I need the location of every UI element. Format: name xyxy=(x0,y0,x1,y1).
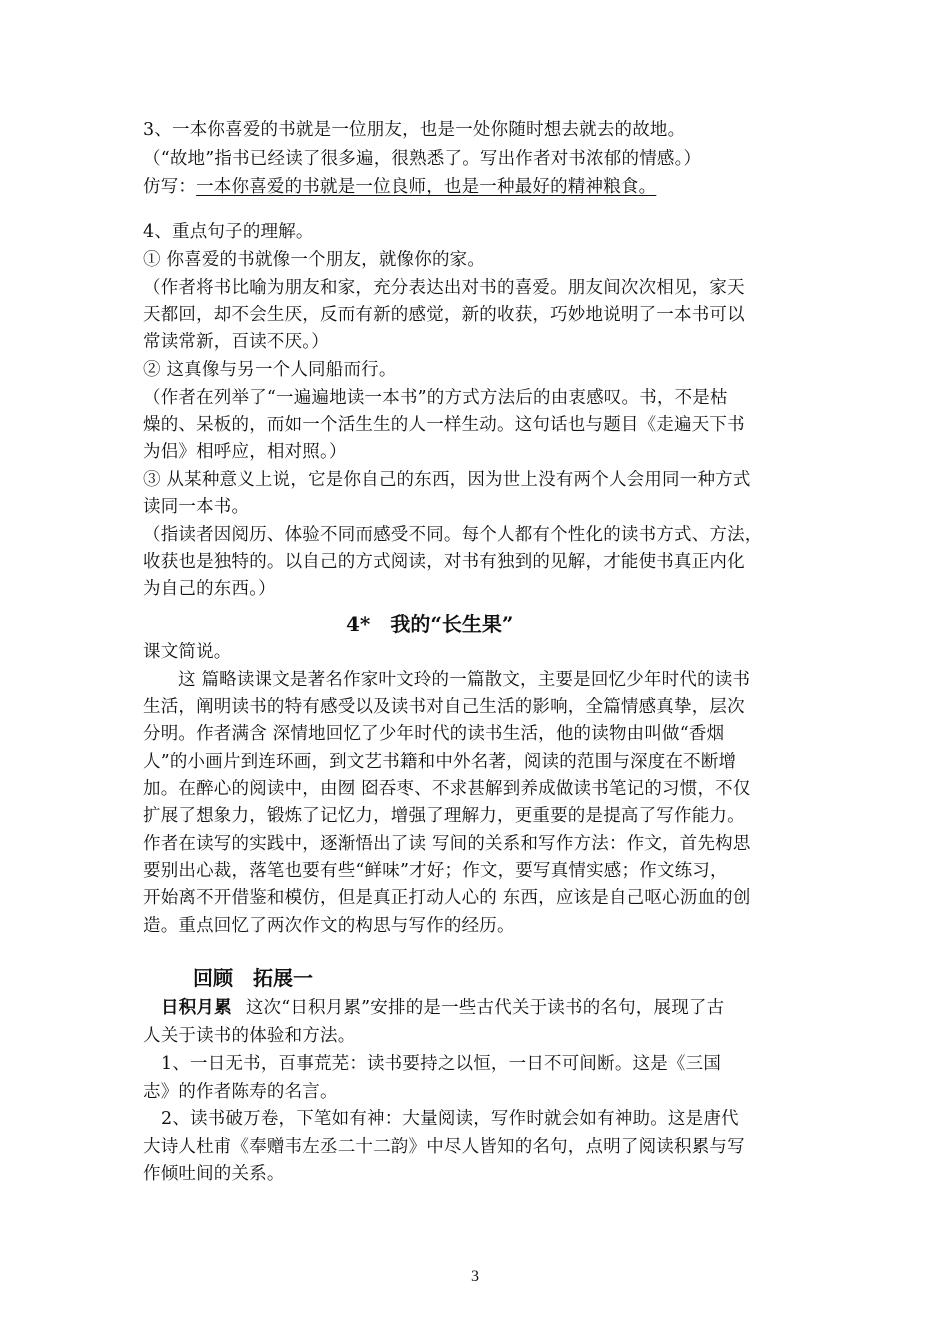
key-sentence-3-note-line: 收获也是独特的。以自己的方式阅读，对书有独到的见解，才能使书真正内化 xyxy=(143,552,745,572)
lesson-body-line: 人”的小画片到连环画，到文艺书籍和中外名著，阅读的范围与深度在不断增 xyxy=(143,752,737,772)
lesson-body-line: 生活，阐明读书的特有感受以及读书对自己生活的影响，全篇情感真挚，层次 xyxy=(143,697,745,717)
key-sentence-3-note-line: （指读者因阅历、体验不同而感受不同。每个人都有个性化的读书方式、方法， xyxy=(143,525,763,545)
key-sentence-2: ② 这真像与另一个人同船而行。 xyxy=(143,360,397,380)
rijiyuelei-text-line: 人关于读书的体验和方法。 xyxy=(143,1026,356,1046)
lesson-body-line: 造。重点回忆了两次作文的构思与写作的经历。 xyxy=(143,916,515,936)
proverb-2-line: 2、读书破万卷，下笔如有神：大量阅读，写作时就会如有神助。这是唐代 xyxy=(161,1109,739,1129)
proverb-2-line: 大诗人杜甫《奉赠韦左丞二十二韵》中尽人皆知的名句，点明了阅读积累与写 xyxy=(143,1137,745,1157)
imitation-text: 一本你喜爱的书就是一位良师，也是一种最好的精神粮食。 xyxy=(196,177,657,197)
key-sentence-3-line: 读同一本书。 xyxy=(143,497,250,517)
imitation-label: 仿写： xyxy=(143,177,197,197)
key-sentence-2-note-line: 燥的、呆板的，而如一个活生生的人一样生动。这句话也与题目《走遍天下书 xyxy=(143,415,745,435)
rijiyuelei-line xyxy=(161,996,724,1020)
lesson-body-line: 加。在醉心的阅读中，由囫 囵吞枣、不求甚解到养成做读书笔记的习惯，不仅 xyxy=(143,779,751,799)
key-sentence-1-note-line: （作者将书比喻为朋友和家，充分表达出对书的喜爱。朋友间次次相见，家天 xyxy=(143,278,745,298)
rijiyuelei-text: 这次“日积月累”安排的是一些古代关于读书的名句，展现了古 xyxy=(245,998,725,1018)
imitation-line xyxy=(143,175,656,199)
lesson-intro-label: 课文简说。 xyxy=(143,642,232,662)
proverb-2-line: 作倾吐间的关系。 xyxy=(143,1164,285,1184)
section-4-heading: 4、重点句子的理解。 xyxy=(143,222,314,242)
lesson-body-line: 开始离不开借鉴和模仿，但是真正打动人心的 东西，应该是自己呕心沥血的创 xyxy=(143,888,751,908)
lesson-body-line: 作者在读写的实践中，逐渐悟出了读 写间的关系和写作方法：作文，首先构思 xyxy=(143,834,751,854)
lesson-title: 4* 我的“长生果” xyxy=(346,612,514,636)
sentence-3: 3、一本你喜爱的书就是一位朋友，也是一处你随时想去就去的故地。 xyxy=(143,120,686,140)
rijiyuelei-label: 日积月累 xyxy=(161,998,232,1018)
sentence-3-note: （“故地”指书已经读了很多遍，很熟悉了。写出作者对书浓郁的情感。） xyxy=(143,149,702,169)
key-sentence-3-note-line: 为自己的东西。） xyxy=(143,579,276,599)
lesson-body-line: 扩展了想象力，锻炼了记忆力，增强了理解力，更重要的是提高了写作能力。 xyxy=(143,806,745,826)
page-number: 3 xyxy=(471,1268,479,1285)
key-sentence-1-note-line: 天都回，却不会生厌，反而有新的感觉，新的收获，巧妙地说明了一本书可以 xyxy=(143,305,745,325)
key-sentence-1: ① 你喜爱的书就像一个朋友，就像你的家。 xyxy=(143,250,486,270)
key-sentence-2-note-line: （作者在列举了“一遍遍地读一本书”的方式方法后的由衷感叹。书，不是枯 xyxy=(143,388,728,408)
key-sentence-1-note-line: 常读常新，百读不厌。） xyxy=(143,332,329,352)
review-title: 回顾 拓展一 xyxy=(193,966,313,990)
lesson-body-line: 要别出心裁，落笔也要有些“鲜味”才好；作文，要写真情实感；作文练习， xyxy=(143,861,728,881)
proverb-1-line: 1、一日无书，百事荒芜：读书要持之以恒，一日不可间断。这是《三国 xyxy=(161,1054,722,1074)
key-sentence-3-line: ③ 从某种意义上说，它是你自己的东西，因为世上没有两个人会用同一种方式 xyxy=(143,470,751,490)
proverb-1-line: 志》的作者陈寿的名言。 xyxy=(143,1082,338,1102)
lesson-body-line: 这 篇略读课文是著名作家叶文玲的一篇散文，主要是回忆少年时代的读书 xyxy=(178,670,751,690)
lesson-body-line: 分明。作者满含 深情地回忆了少年时代的读书生活，他的读物由叫做“香烟 xyxy=(143,724,725,744)
key-sentence-2-note-line: 为侣》相呼应，相对照。） xyxy=(143,442,347,462)
